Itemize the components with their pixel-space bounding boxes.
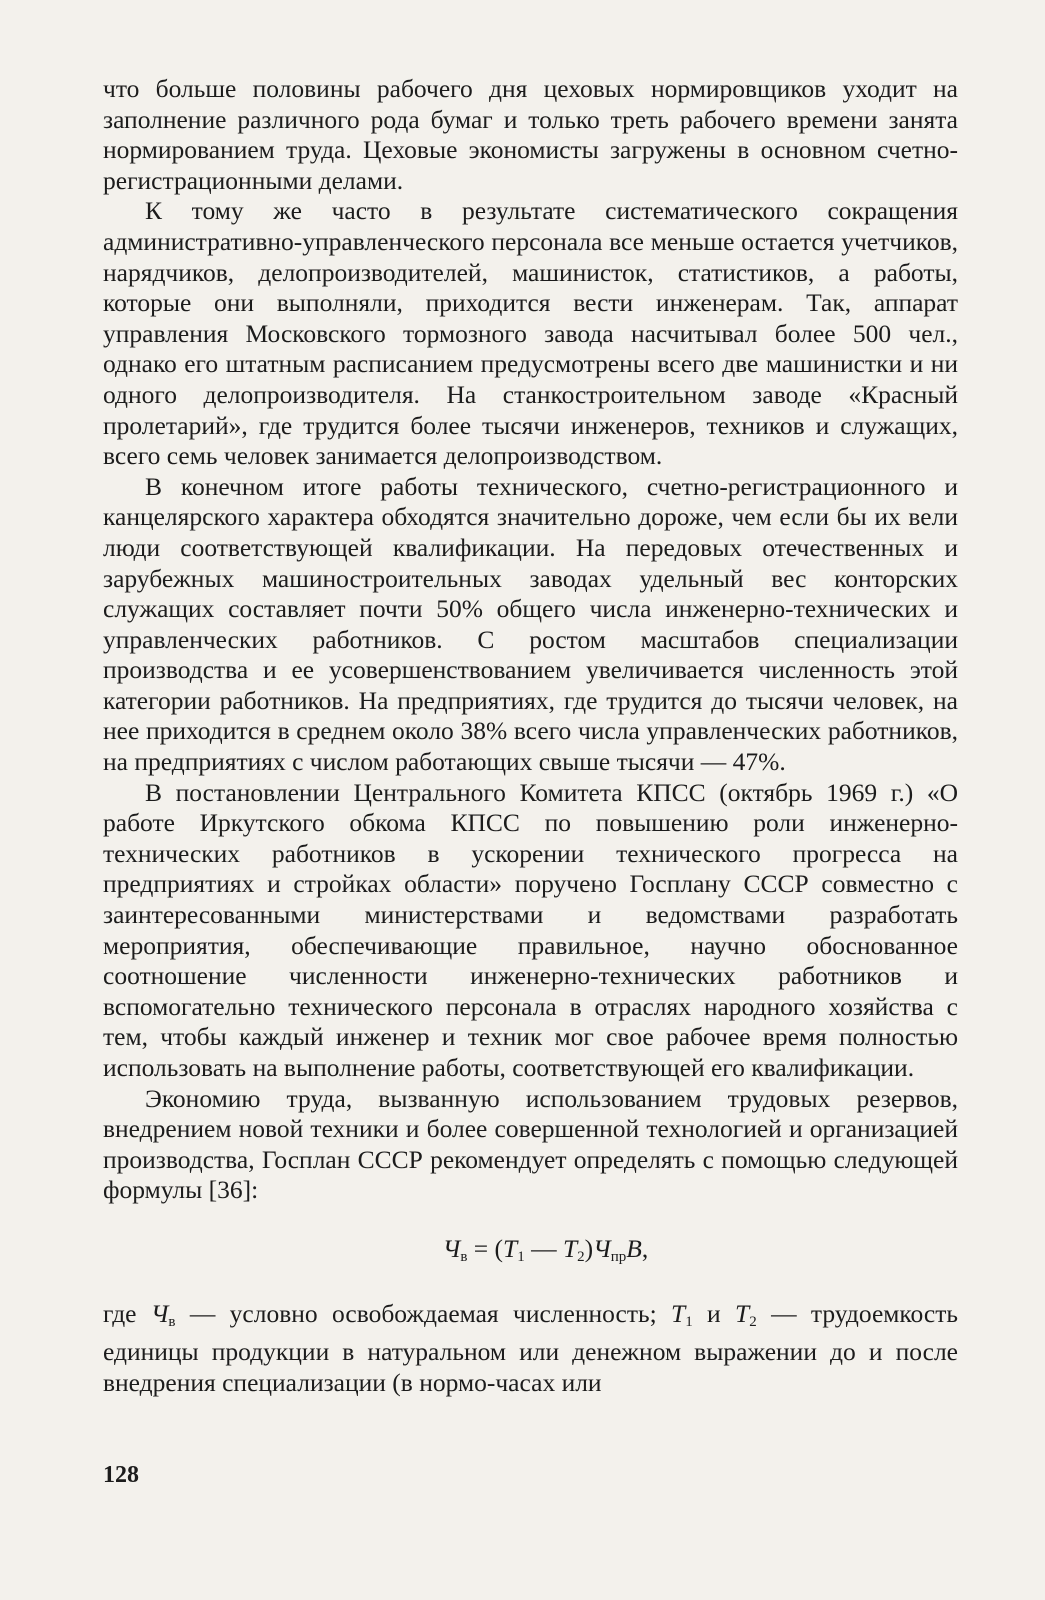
formula-t2-sub: 2 bbox=[577, 1248, 585, 1265]
formula-lhs: Ч bbox=[442, 1233, 461, 1263]
note-and: и bbox=[692, 1298, 736, 1328]
paragraph-4: В постановлении Центрального Комитета КПСС (октябрь 1969 г.) «О работе Иркутского обкома КПСС по повышению роли инженерно-технических работников в ускорении технического прогресса на предприятиях и стройках области» поручено Госплану СССР совместно с заинтересованными министерствами и ведомствами разработать мероприятия, обеспечивающие правильное, научно обоснованное соотношение численности инженерно-технических работников и вспомогательно технического персонала в отраслях народного хозяйства с тем, чтобы каждый инженер и техник мог свое рабочее время полностью использовать на выполнение работы, соответствующей его квалификации. bbox=[103, 777, 958, 1082]
formula-explanation bbox=[103, 1299, 958, 1399]
note-sym3: Т bbox=[735, 1298, 750, 1328]
note-sym3-sub: 2 bbox=[749, 1313, 757, 1330]
formula-end: , bbox=[641, 1233, 649, 1263]
note-text2: — трудоемкость единицы продукции в натуральном или денежном выражении до и после внедрения специализации (в нормо-часах или bbox=[103, 1298, 958, 1397]
formula-t1-sub: 1 bbox=[517, 1248, 525, 1265]
paragraph-2: К тому же часто в результате систематического сокращения административно-управленческого персонала все меньше остается учетчиков, нарядчиков, делопроизводителей, машинисток, статистиков, а работы, которые они выполняли, приходится вести инженерам. Так, аппарат управления Московского тормозного завода насчитывал более 500 чел., однако его штатным расписанием предусмотрены всего две машинистки и ни одного делопроизводителя. На станкостроительном заводе «Красный пролетарий», где трудится более тысячи инженеров, техников и служащих, всего семь человек занимается делопроизводством. bbox=[103, 196, 958, 471]
formula-lhs-sub: в bbox=[460, 1248, 468, 1265]
note-sym2-sub: 1 bbox=[685, 1313, 693, 1330]
page-number: 128 bbox=[103, 1462, 139, 1488]
formula-close: ) bbox=[584, 1233, 594, 1263]
formula-t1: Т bbox=[503, 1233, 518, 1263]
formula-ch: Ч bbox=[593, 1233, 611, 1263]
formula-b: В bbox=[626, 1233, 642, 1263]
formula-t2: Т bbox=[562, 1233, 578, 1263]
paragraph-3: В конечном итоге работы технического, счетно-регистрационного и канцелярского характера обходятся значительно дороже, чем если бы их вели люди соответствующей квалификации. На передовых отечественных и зарубежных машиностроительных заводах удельный вес конторских служащих составляет почти 50% общего числа инженерно-технических и управленческих работников. С ростом масштабов специализации производства и ее усовершенствованием увеличивается численность этой категории работников. На предприятиях, где трудится до тысячи человек, на нее приходится в среднем около 38% всего числа управленческих работников, на предприятиях с числом работающих свыше тысячи — 47%. bbox=[103, 471, 958, 777]
note-sym1-sub: в bbox=[168, 1313, 176, 1330]
paragraph-1: что больше половины рабочего дня цеховых нормировщиков уходит на заполнение различного рода бумаг и только треть рабочего времени занята нормированием труда. Цеховые экономисты загружены в основном счетно-регистрационными делами. bbox=[103, 74, 958, 195]
formula-ch-sub: пр bbox=[610, 1248, 627, 1265]
note-lead: где bbox=[103, 1298, 151, 1328]
page-body bbox=[103, 74, 958, 1398]
formula bbox=[103, 1234, 958, 1273]
note-sym1: Ч bbox=[150, 1298, 169, 1328]
formula-minus: — bbox=[524, 1233, 563, 1263]
note-text1: — условно освобождаемая численность; bbox=[175, 1298, 672, 1328]
formula-eq: = ( bbox=[467, 1233, 504, 1263]
paragraph-5: Экономию труда, вызванную использованием трудовых резервов, внедрением новой техники и более совершенной технологией и организацией производства, Госплан СССР рекомендует определять с помощью следующей формулы [36]: bbox=[103, 1083, 958, 1205]
note-sym2: Т bbox=[671, 1298, 686, 1328]
